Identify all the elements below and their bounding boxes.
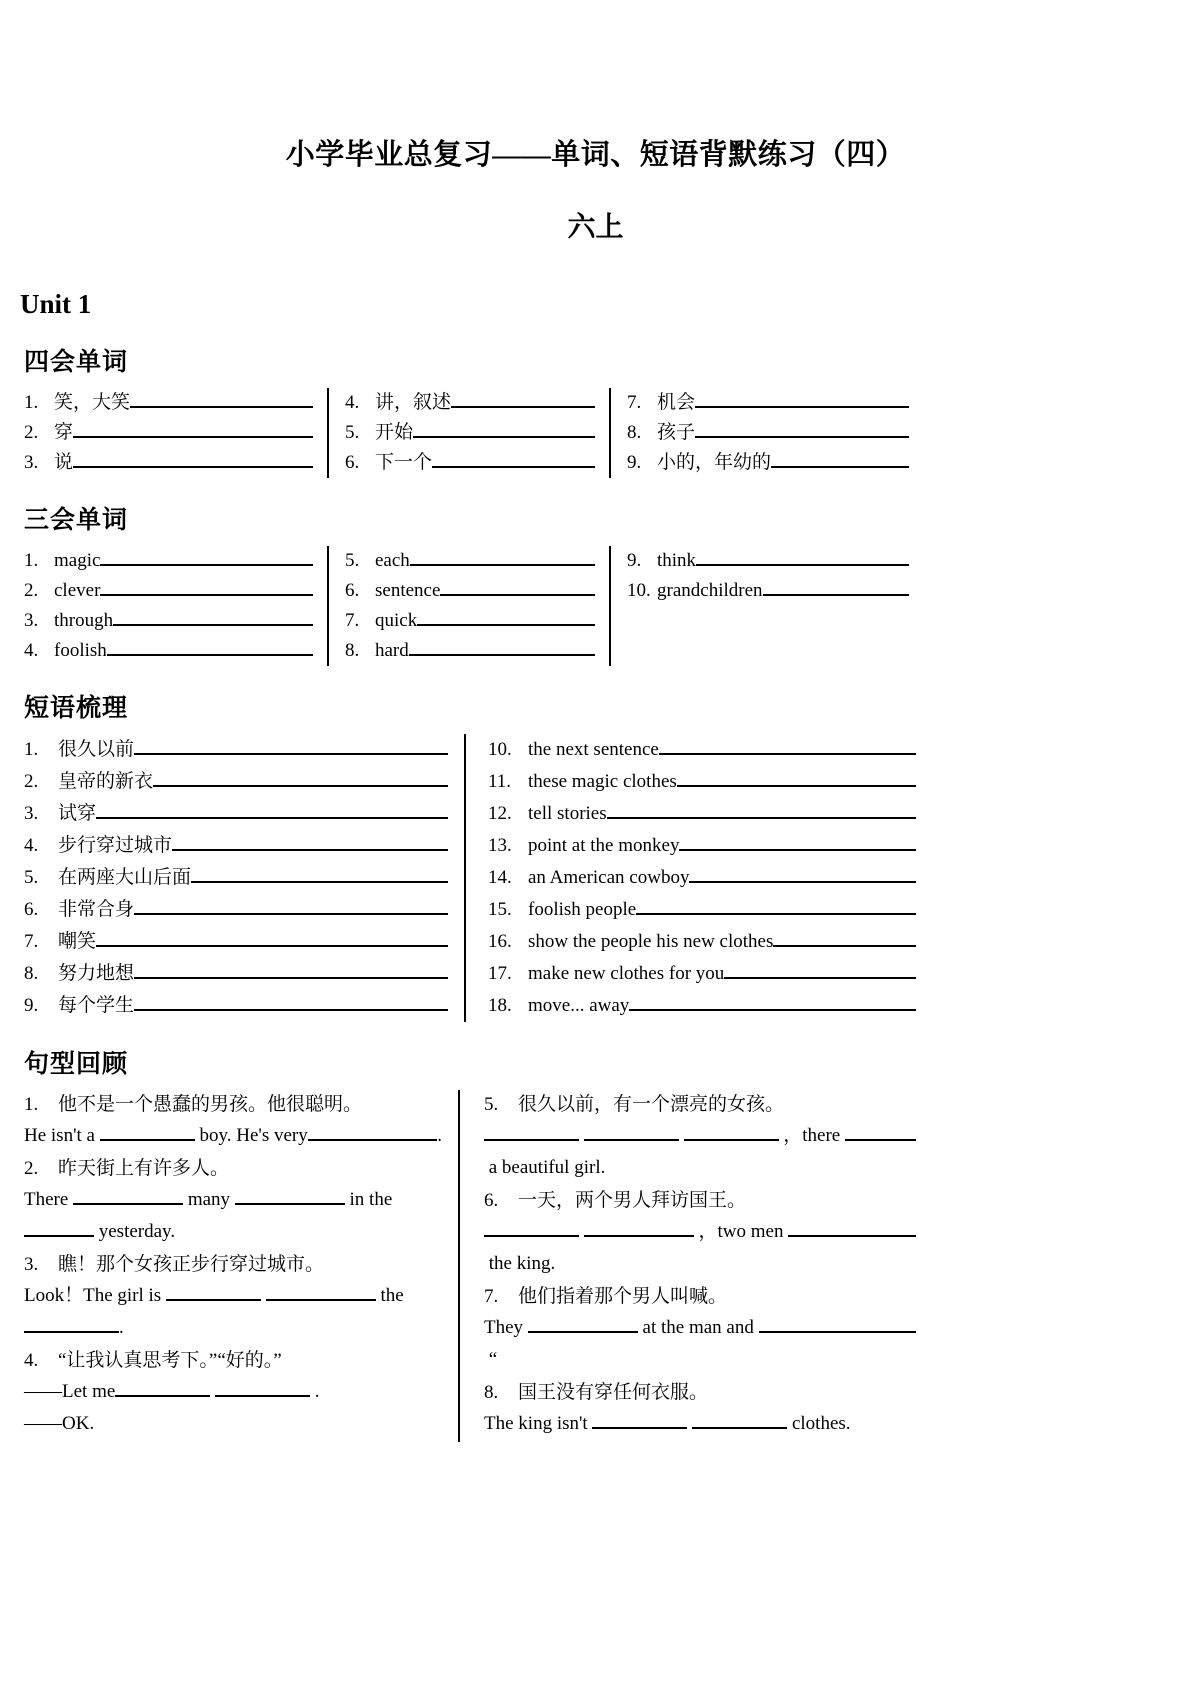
word-row	[627, 418, 909, 448]
sentence-fragment: in the	[344, 1189, 398, 1210]
phrase-label: 努力地想	[58, 963, 135, 984]
word-label: clever	[54, 580, 101, 601]
answer-blank[interactable]	[153, 767, 448, 787]
answer-blank[interactable]	[410, 546, 595, 566]
answer-blank[interactable]	[451, 388, 595, 408]
word-row	[345, 606, 595, 636]
word-column-1	[24, 388, 327, 478]
sentence-item	[484, 1282, 916, 1376]
answer-blank[interactable]	[440, 576, 595, 596]
answer-blank[interactable]	[24, 1314, 119, 1333]
sentence-fragment: the king.	[484, 1253, 556, 1274]
word-label: each	[375, 550, 410, 571]
word-number: 4.	[345, 392, 360, 413]
answer-blank[interactable]	[689, 863, 916, 883]
answer-blank[interactable]	[130, 388, 313, 408]
phrase-label: the next sentence	[528, 739, 659, 760]
phrase-row	[488, 830, 916, 862]
sentence-chinese: 一天，两个男人拜访国王。	[518, 1190, 747, 1211]
phrase-label: tell stories	[528, 803, 607, 824]
phrase-label: 在两座大山后面	[58, 867, 192, 888]
word-row	[627, 448, 909, 478]
phrase-number: 14.	[488, 867, 512, 888]
phrase-label: show the people his new clothes	[528, 931, 774, 952]
sentence-english	[484, 1120, 916, 1152]
phrase-number: 8.	[24, 963, 39, 984]
phrase-number: 15.	[488, 899, 512, 920]
word-number: 1.	[24, 392, 39, 413]
section-heading-phrases: 短语梳理	[24, 695, 129, 722]
answer-blank[interactable]	[607, 799, 916, 819]
sentence-number: 1.	[24, 1094, 39, 1115]
answer-blank[interactable]	[679, 831, 916, 851]
sentence-chinese: 很久以前，有一个漂亮的女孩。	[518, 1094, 785, 1115]
sentence-fragment: .	[310, 1381, 320, 1402]
word-row	[345, 418, 595, 448]
word-column-2	[327, 388, 609, 478]
sentence-english	[24, 1280, 442, 1344]
sentence-number: 8.	[484, 1382, 499, 1403]
word-label: grandchildren	[657, 580, 763, 601]
sentence-chinese: 昨天街上有许多人。	[58, 1158, 230, 1179]
sentence-fragment: They	[484, 1317, 528, 1338]
phrase-number: 16.	[488, 931, 512, 952]
answer-blank[interactable]	[432, 448, 595, 468]
phrase-number: 13.	[488, 835, 512, 856]
answer-blank[interactable]	[417, 606, 595, 626]
phrase-column-left	[24, 734, 464, 1022]
sentence-column-right	[458, 1090, 916, 1442]
answer-blank[interactable]	[696, 546, 909, 566]
phrase-label: 试穿	[58, 803, 97, 824]
sentence-fragment: boy. He's very	[194, 1125, 308, 1146]
phrase-row	[24, 990, 448, 1022]
answer-blank[interactable]	[763, 576, 909, 596]
sentence-english	[24, 1184, 442, 1248]
answer-blank[interactable]	[592, 1410, 687, 1429]
sentence-english-second-line	[484, 1344, 916, 1376]
word-row	[345, 546, 595, 576]
phrase-label: 非常合身	[58, 899, 135, 920]
sentence-fragment: The king isn't	[484, 1413, 593, 1434]
word-number: 6.	[345, 580, 360, 601]
phrase-number: 18.	[488, 995, 512, 1016]
answer-blank[interactable]	[107, 636, 313, 656]
sentence-column-left	[24, 1090, 458, 1442]
sentence-item	[24, 1154, 442, 1248]
answer-blank[interactable]	[24, 1218, 94, 1237]
word-number: 8.	[345, 640, 360, 661]
sentence-fragment: Look！The girl is	[24, 1285, 166, 1306]
word-label: 穿	[54, 422, 74, 443]
word-label: magic	[54, 550, 101, 571]
section-heading-three-skill-words: 三会单词	[24, 507, 129, 534]
word-number: 3.	[24, 452, 39, 473]
word-label: 下一个	[375, 452, 433, 473]
three-skill-words-grid	[10, 546, 1181, 666]
sentence-fragment: many	[183, 1189, 235, 1210]
answer-blank[interactable]	[484, 1218, 579, 1237]
phrase-row	[24, 734, 448, 766]
word-number: 4.	[24, 640, 39, 661]
phrase-number: 3.	[24, 803, 39, 824]
answer-blank[interactable]	[73, 448, 313, 468]
phrase-row	[488, 990, 916, 1022]
section-heading-sentences: 句型回顾	[24, 1051, 129, 1078]
sentence-english	[484, 1312, 916, 1344]
answer-blank[interactable]	[759, 1314, 916, 1333]
phrase-row	[488, 798, 916, 830]
sentence-fragment: clothes.	[787, 1413, 851, 1434]
word-row	[627, 388, 909, 418]
phrase-row	[24, 926, 448, 958]
phrase-number: 2.	[24, 771, 39, 792]
word-number: 7.	[627, 392, 642, 413]
phrase-row	[488, 926, 916, 958]
answer-blank[interactable]	[845, 1122, 916, 1141]
phrase-row	[488, 766, 916, 798]
word-row	[24, 606, 313, 636]
answer-blank[interactable]	[134, 991, 448, 1011]
word-row	[345, 576, 595, 606]
word-column-2	[327, 546, 609, 666]
answer-blank[interactable]	[724, 959, 916, 979]
sentence-fragment: .	[119, 1317, 124, 1338]
answer-blank[interactable]	[659, 735, 916, 755]
word-number: 2.	[24, 580, 39, 601]
sentence-english-second-line	[484, 1248, 916, 1280]
page-subtitle: 六上	[567, 212, 624, 243]
word-label: 说	[54, 452, 74, 473]
phrase-label: 皇帝的新衣	[58, 771, 154, 792]
phrase-row	[24, 798, 448, 830]
answer-blank[interactable]	[409, 636, 595, 656]
word-number: 5.	[345, 550, 360, 571]
phrase-number: 11.	[488, 771, 512, 792]
sentence-fragment: ——Let me	[24, 1381, 116, 1402]
sentence-english	[24, 1120, 442, 1152]
phrase-label: move... away	[528, 995, 630, 1016]
phrase-row	[488, 958, 916, 990]
sentence-fragment: ，there	[778, 1125, 845, 1146]
word-label: through	[54, 610, 114, 631]
answer-blank[interactable]	[629, 991, 916, 1011]
phrase-row	[24, 766, 448, 798]
word-column-3	[609, 388, 909, 478]
answer-blank[interactable]	[695, 418, 909, 438]
sentence-chinese: 他不是一个愚蠢的男孩。他很聪明。	[58, 1094, 363, 1115]
four-skill-words-grid	[10, 388, 1181, 478]
word-column-1	[24, 546, 327, 666]
phrase-label: foolish people	[528, 899, 637, 920]
word-number: 9.	[627, 452, 642, 473]
answer-blank[interactable]	[266, 1282, 376, 1301]
phrase-label: these magic clothes	[528, 771, 677, 792]
word-number: 9.	[627, 550, 642, 571]
sentence-english-second-line	[24, 1408, 442, 1440]
sentence-item	[24, 1090, 442, 1152]
answer-blank[interactable]	[308, 1122, 438, 1141]
word-row	[627, 576, 909, 606]
word-number: 1.	[24, 550, 39, 571]
page-title: 小学毕业总复习——单词、短语背默练习（四）	[285, 139, 906, 171]
phrase-number: 10.	[488, 739, 512, 760]
answer-blank[interactable]	[677, 767, 916, 787]
word-number: 10.	[627, 580, 651, 601]
sentence-item	[484, 1378, 916, 1440]
sentence-chinese: 国王没有穿任何衣服。	[518, 1382, 709, 1403]
answer-blank[interactable]	[134, 895, 448, 915]
sentence-english-second-line	[484, 1152, 916, 1184]
sentence-number: 5.	[484, 1094, 499, 1115]
answer-blank[interactable]	[115, 1378, 210, 1397]
word-row	[24, 448, 313, 478]
sentence-number: 4.	[24, 1350, 39, 1371]
answer-blank[interactable]	[100, 1122, 195, 1141]
answer-blank[interactable]	[134, 735, 448, 755]
phrase-label: 每个学生	[58, 995, 135, 1016]
answer-blank[interactable]	[788, 1218, 916, 1237]
sentence-english	[24, 1376, 442, 1408]
answer-blank[interactable]	[73, 418, 313, 438]
word-label: hard	[375, 640, 409, 661]
sentence-item	[24, 1346, 442, 1440]
answer-blank[interactable]	[584, 1122, 679, 1141]
answer-blank[interactable]	[771, 448, 909, 468]
word-row	[345, 636, 595, 666]
phrase-number: 6.	[24, 899, 39, 920]
answer-blank[interactable]	[484, 1122, 579, 1141]
answer-blank[interactable]	[692, 1410, 787, 1429]
sentence-english	[484, 1408, 916, 1440]
phrases-grid	[10, 734, 1181, 1022]
word-label: 笑，大笑	[54, 392, 131, 413]
sentence-fragment: ——OK.	[24, 1413, 95, 1434]
phrase-row	[488, 862, 916, 894]
sentence-chinese: “让我认真思考下。”“好的。”	[58, 1350, 282, 1371]
sentence-english	[484, 1216, 916, 1248]
phrase-label: 步行穿过城市	[58, 835, 173, 856]
sentences-grid	[10, 1090, 1181, 1442]
unit-heading: Unit 1	[20, 289, 92, 319]
phrase-row	[24, 862, 448, 894]
word-label: 讲，叙述	[375, 392, 452, 413]
word-label: quick	[375, 610, 418, 631]
answer-blank[interactable]	[100, 546, 313, 566]
answer-blank[interactable]	[96, 927, 448, 947]
phrase-number: 7.	[24, 931, 39, 952]
answer-blank[interactable]	[113, 606, 313, 626]
phrase-number: 12.	[488, 803, 512, 824]
answer-blank[interactable]	[134, 959, 448, 979]
answer-blank[interactable]	[96, 799, 448, 819]
sentence-number: 6.	[484, 1190, 499, 1211]
word-label: 开始	[375, 422, 414, 443]
sentence-fragment: “	[484, 1349, 498, 1370]
word-label: foolish	[54, 640, 107, 661]
sentence-fragment: ，two men	[693, 1221, 789, 1242]
phrase-row	[24, 894, 448, 926]
answer-blank[interactable]	[773, 927, 916, 947]
word-label: 小的，年幼的	[657, 452, 772, 473]
word-number: 7.	[345, 610, 360, 631]
sentence-number: 2.	[24, 1158, 39, 1179]
word-row	[24, 546, 313, 576]
sentence-fragment: There	[24, 1189, 74, 1210]
phrase-number: 1.	[24, 739, 39, 760]
phrase-number: 4.	[24, 835, 39, 856]
phrase-number: 17.	[488, 963, 512, 984]
phrase-label: point at the monkey	[528, 835, 680, 856]
word-row	[24, 388, 313, 418]
phrase-label: 很久以前	[58, 739, 135, 760]
word-column-3	[609, 546, 909, 666]
answer-blank[interactable]	[695, 388, 909, 408]
sentence-fragment: yesterday.	[94, 1221, 176, 1242]
phrase-row	[24, 958, 448, 990]
word-row	[345, 448, 595, 478]
answer-blank[interactable]	[584, 1218, 694, 1237]
phrase-row	[488, 734, 916, 766]
phrase-row	[24, 830, 448, 862]
sentence-fragment: .	[437, 1125, 442, 1146]
word-label: think	[657, 550, 697, 571]
word-number: 2.	[24, 422, 39, 443]
sentence-fragment: He isn't a	[24, 1125, 100, 1146]
answer-blank[interactable]	[684, 1122, 779, 1141]
sentence-chinese: 瞧！那个女孩正步行穿过城市。	[58, 1254, 325, 1275]
word-number: 6.	[345, 452, 360, 473]
phrase-label: an American cowboy	[528, 867, 690, 888]
answer-blank[interactable]	[636, 895, 916, 915]
word-label: 机会	[657, 392, 696, 413]
phrase-number: 5.	[24, 867, 39, 888]
answer-blank[interactable]	[100, 576, 313, 596]
word-row	[24, 636, 313, 666]
section-heading-four-skill-words: 四会单词	[24, 349, 129, 376]
answer-blank[interactable]	[413, 418, 595, 438]
sentence-fragment: a beautiful girl.	[484, 1157, 606, 1178]
answer-blank[interactable]	[191, 863, 448, 883]
phrase-label: 嘲笑	[58, 931, 97, 952]
phrase-column-right	[464, 734, 916, 1022]
word-row	[24, 576, 313, 606]
answer-blank[interactable]	[215, 1378, 310, 1397]
sentence-item	[484, 1186, 916, 1280]
word-row	[24, 418, 313, 448]
answer-blank[interactable]	[172, 831, 448, 851]
answer-blank[interactable]	[166, 1282, 261, 1301]
word-label: sentence	[375, 580, 441, 601]
phrase-row	[488, 894, 916, 926]
sentence-number: 3.	[24, 1254, 39, 1275]
word-label: 孩子	[657, 422, 696, 443]
answer-blank[interactable]	[528, 1314, 638, 1333]
word-row	[345, 388, 595, 418]
word-number: 5.	[345, 422, 360, 443]
sentence-fragment: at the man and	[637, 1317, 759, 1338]
sentence-chinese: 他们指着那个男人叫喊。	[518, 1286, 728, 1307]
sentence-number: 7.	[484, 1286, 499, 1307]
word-row	[627, 546, 909, 576]
sentence-item	[484, 1090, 916, 1184]
phrase-number: 9.	[24, 995, 39, 1016]
sentence-item	[24, 1250, 442, 1344]
sentence-fragment: the	[375, 1285, 409, 1306]
answer-blank[interactable]	[73, 1186, 183, 1205]
word-number: 8.	[627, 422, 642, 443]
phrase-label: make new clothes for you	[528, 963, 725, 984]
answer-blank[interactable]	[235, 1186, 345, 1205]
word-number: 3.	[24, 610, 39, 631]
